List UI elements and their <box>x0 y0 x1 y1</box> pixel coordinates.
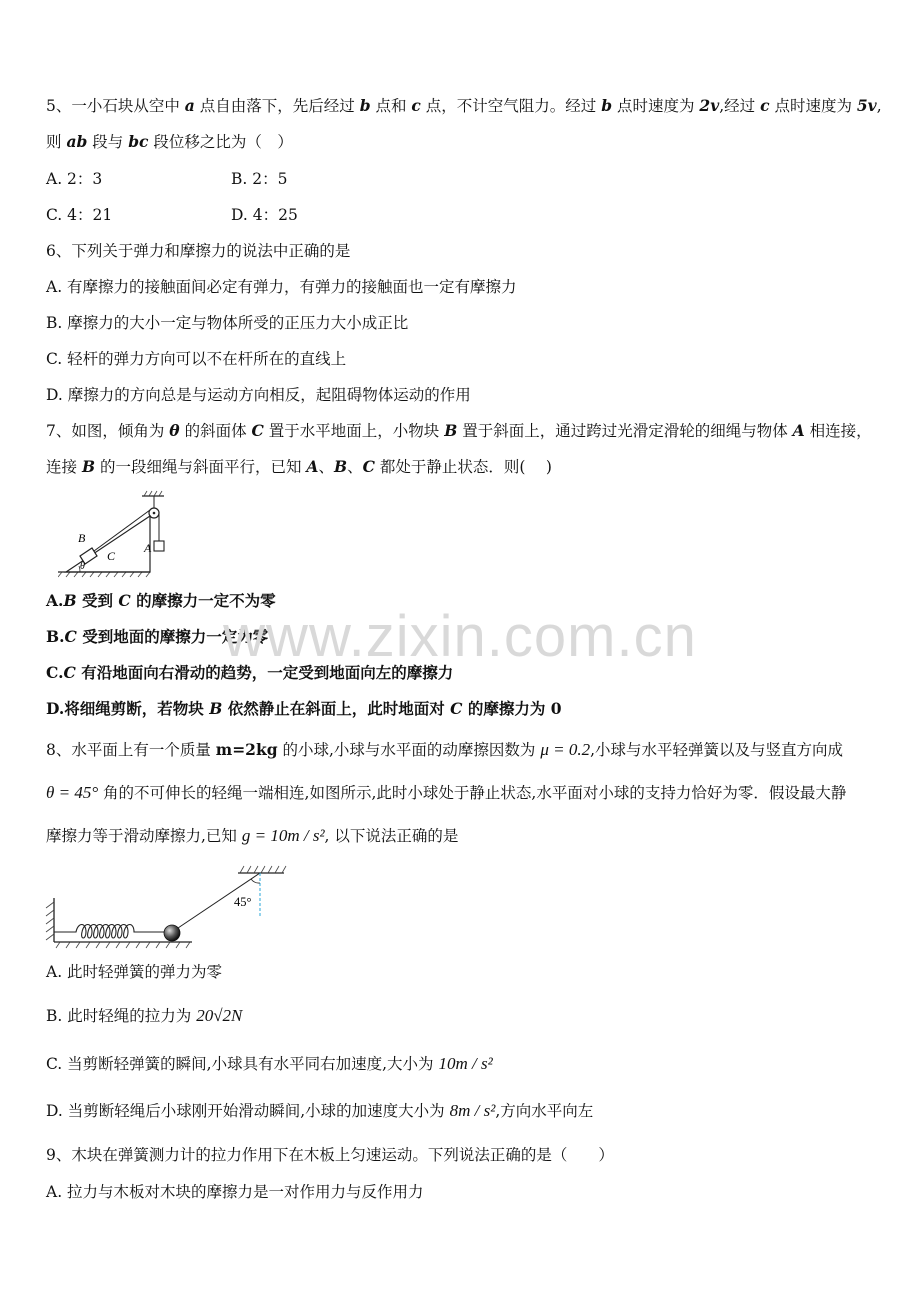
q9-option-a: A. 拉力与木板对木块的摩擦力是一对作用力与反作用力 <box>46 1183 424 1201</box>
q7-text: 受到地面的摩擦力一定为零 <box>76 627 269 646</box>
q5-text: 段与 <box>87 133 129 151</box>
q5-text: ,经过 <box>719 97 761 115</box>
q5-option-d: D. 4：25 <box>231 206 298 224</box>
q8-acceleration-value: 8m / s² <box>449 1101 496 1120</box>
q6-stem: 6、下列关于弹力和摩擦力的说法中正确的是 <box>46 242 351 260</box>
watermark: www.zixin.com.cn <box>223 604 697 669</box>
q7-var-c: C <box>362 457 375 476</box>
q5-option-b: B. 2：5 <box>231 170 288 188</box>
q5-text: 点和 <box>370 97 412 115</box>
q5-option-c: C. 4：21 <box>46 206 113 224</box>
q8-option-d <box>46 1101 593 1121</box>
ball <box>164 925 180 941</box>
q7-var-a: A <box>792 421 805 440</box>
q7-var-b: B <box>81 457 96 476</box>
q5-text: 点自由落下，先后经过 <box>194 97 360 115</box>
angle-arc <box>251 879 260 883</box>
q7-stem-line2 <box>46 457 552 477</box>
q7-option-a-prefix: A. <box>46 591 64 610</box>
q5-text: 点时速度为 <box>769 97 857 115</box>
q8-stem-line3 <box>46 826 458 846</box>
q9-stem: 9、木块在弹簧测力计的拉力作用下在木板上匀速运动。下列说法正确的是（ ） <box>46 1146 614 1164</box>
q8-text: ,小球与水平轻弹簧以及与竖直方向成 <box>590 741 844 759</box>
q5-text: 段位移之比为（ ） <box>148 133 293 151</box>
q7-text: 的摩擦力一定不为零 <box>130 591 276 610</box>
q8-text: D. 当剪断轻绳后小球刚开始滑动瞬间,小球的加速度大小为 <box>46 1102 450 1120</box>
q7-text: 有沿地面向右滑动的趋势，一定受到地面向左的摩擦力 <box>75 663 454 682</box>
q7-var-theta: θ <box>169 421 180 440</box>
q7-option-d <box>46 699 562 719</box>
q7-option-a <box>46 591 276 611</box>
q7-option-b-prefix: B. <box>46 627 65 646</box>
q7-text: 置于水平地面上，小物块 <box>263 422 445 440</box>
label-theta: θ <box>80 561 85 572</box>
q7-var-c: C <box>251 421 264 440</box>
pulley-axle <box>153 512 156 515</box>
q7-text: 都处于静止状态．则( ) <box>374 458 552 476</box>
q7-text: 置于斜面上，通过跨过光滑定滑轮的细绳与物体 <box>457 422 793 440</box>
q7-text: 依然静止在斜面上，此时地面对 <box>222 699 451 718</box>
q5-text: 点，不计空气阻力。经过 <box>420 97 602 115</box>
label-b: B <box>78 531 86 545</box>
q7-text: 的摩擦力为 0 <box>462 699 562 718</box>
q8-friction-coefficient: μ = 0.2 <box>540 740 591 759</box>
q6-option-c: C. 轻杆的弹力方向可以不在杆所在的直线上 <box>46 350 347 368</box>
q8-text: , 以下说法正确的是 <box>324 827 459 845</box>
ground-hatch <box>58 572 150 577</box>
q7-incline-figure <box>58 490 183 580</box>
q7-text: 的斜面体 <box>179 422 252 440</box>
q7-var-b: B <box>333 457 348 476</box>
ceiling-hatch <box>240 866 286 873</box>
q7-stem-line1 <box>46 421 872 441</box>
q5-option-a: A. 2：3 <box>46 170 103 188</box>
q7-text: 将细绳剪断，若物块 <box>64 699 210 718</box>
q7-var-b: B <box>444 421 458 440</box>
q7-text: 7、如图，倾角为 <box>46 422 170 440</box>
q8-text: 的小球,小球与水平面的动摩擦因数为 <box>277 741 541 759</box>
label-c: C <box>107 549 116 563</box>
q8-text: 8、水平面上有一个质量 <box>46 741 216 759</box>
q5-text: , <box>876 97 882 115</box>
q5-stem-line1 <box>46 96 882 116</box>
q5-var-ab: ab <box>66 132 88 151</box>
q5-text: 5、一小石块从空中 <box>46 97 185 115</box>
q8-text: ,方向水平向左 <box>495 1102 594 1120</box>
q5-var-c: c <box>760 96 770 115</box>
q8-angle: θ = 45° <box>46 783 99 802</box>
q7-option-d-prefix: D. <box>46 699 65 718</box>
floor-hatch <box>56 942 190 948</box>
q5-var-b: b <box>359 96 371 115</box>
q7-var-c: C <box>63 663 76 682</box>
q8-text: 摩擦力等于滑动摩擦力,已知 <box>46 827 242 845</box>
q5-var-bc: bc <box>128 132 149 151</box>
q7-var-c: C <box>118 591 131 610</box>
q5-var-b: b <box>601 96 613 115</box>
q6-option-a: A. 有摩擦力的接触面间必定有弹力，有弹力的接触面也一定有摩擦力 <box>46 278 517 296</box>
q8-option-c <box>46 1054 493 1074</box>
q5-speed-c: 5v <box>856 96 877 115</box>
q7-text: 、 <box>347 458 363 476</box>
q7-var-b: B <box>63 591 77 610</box>
q8-option-b <box>46 1006 242 1026</box>
q7-option-c <box>46 663 453 683</box>
q5-text: 点时速度为 <box>612 97 700 115</box>
angle-label: 45° <box>234 895 252 909</box>
q5-var-c: c <box>411 96 421 115</box>
ceiling-hatch <box>144 491 162 496</box>
block-a <box>154 541 164 551</box>
q8-spring-figure <box>42 860 292 950</box>
q8-stem-line1 <box>46 740 843 760</box>
rope-incline <box>94 510 150 551</box>
q6-option-b: B. 摩擦力的大小一定与物体所受的正压力大小成正比 <box>46 314 409 332</box>
q7-var-b: B <box>209 699 223 718</box>
q6-option-d: D. 摩擦力的方向总是与运动方向相反，起阻碍物体运动的作用 <box>46 386 471 404</box>
q5-stem-line2 <box>46 132 293 152</box>
q8-text: C. 当剪断轻弹簧的瞬间,小球具有水平同右加速度,大小为 <box>46 1055 439 1073</box>
q8-tension-value: 20√2N <box>196 1006 243 1025</box>
q7-var-a: A <box>306 457 319 476</box>
q5-var-a: a <box>184 96 195 115</box>
wall-hatch <box>46 902 54 940</box>
q7-option-c-prefix: C. <box>46 663 64 682</box>
spring <box>54 925 165 939</box>
q5-speed-b: 2v <box>699 96 720 115</box>
q8-option-a: A. 此时轻弹簧的弹力为零 <box>46 963 223 981</box>
q5-text: 则 <box>46 133 67 151</box>
q8-stem-line2 <box>46 783 846 803</box>
label-a: A <box>144 541 152 555</box>
q7-text: 受到 <box>76 591 119 610</box>
q8-acceleration-value: 10m / s² <box>438 1054 493 1073</box>
q8-text: 角的不可伸长的轻绳一端相连,如图所示,此时小球处于静止状态,水平面对小球的支持力恰好为零．假设最大静 <box>98 784 847 802</box>
q7-text: 相连接， <box>804 422 872 440</box>
q7-text: 、 <box>318 458 334 476</box>
q7-var-c: C <box>64 627 77 646</box>
q7-option-b <box>46 627 268 647</box>
q8-mass: m=2kg <box>215 740 278 759</box>
q7-var-c: C <box>450 699 463 718</box>
q8-text: B. 此时轻绳的拉力为 <box>46 1007 197 1025</box>
q7-text: 的一段细绳与斜面平行，已知 <box>95 458 307 476</box>
q8-gravity: g = 10m / s² <box>241 826 325 845</box>
q7-text: 连接 <box>46 458 82 476</box>
